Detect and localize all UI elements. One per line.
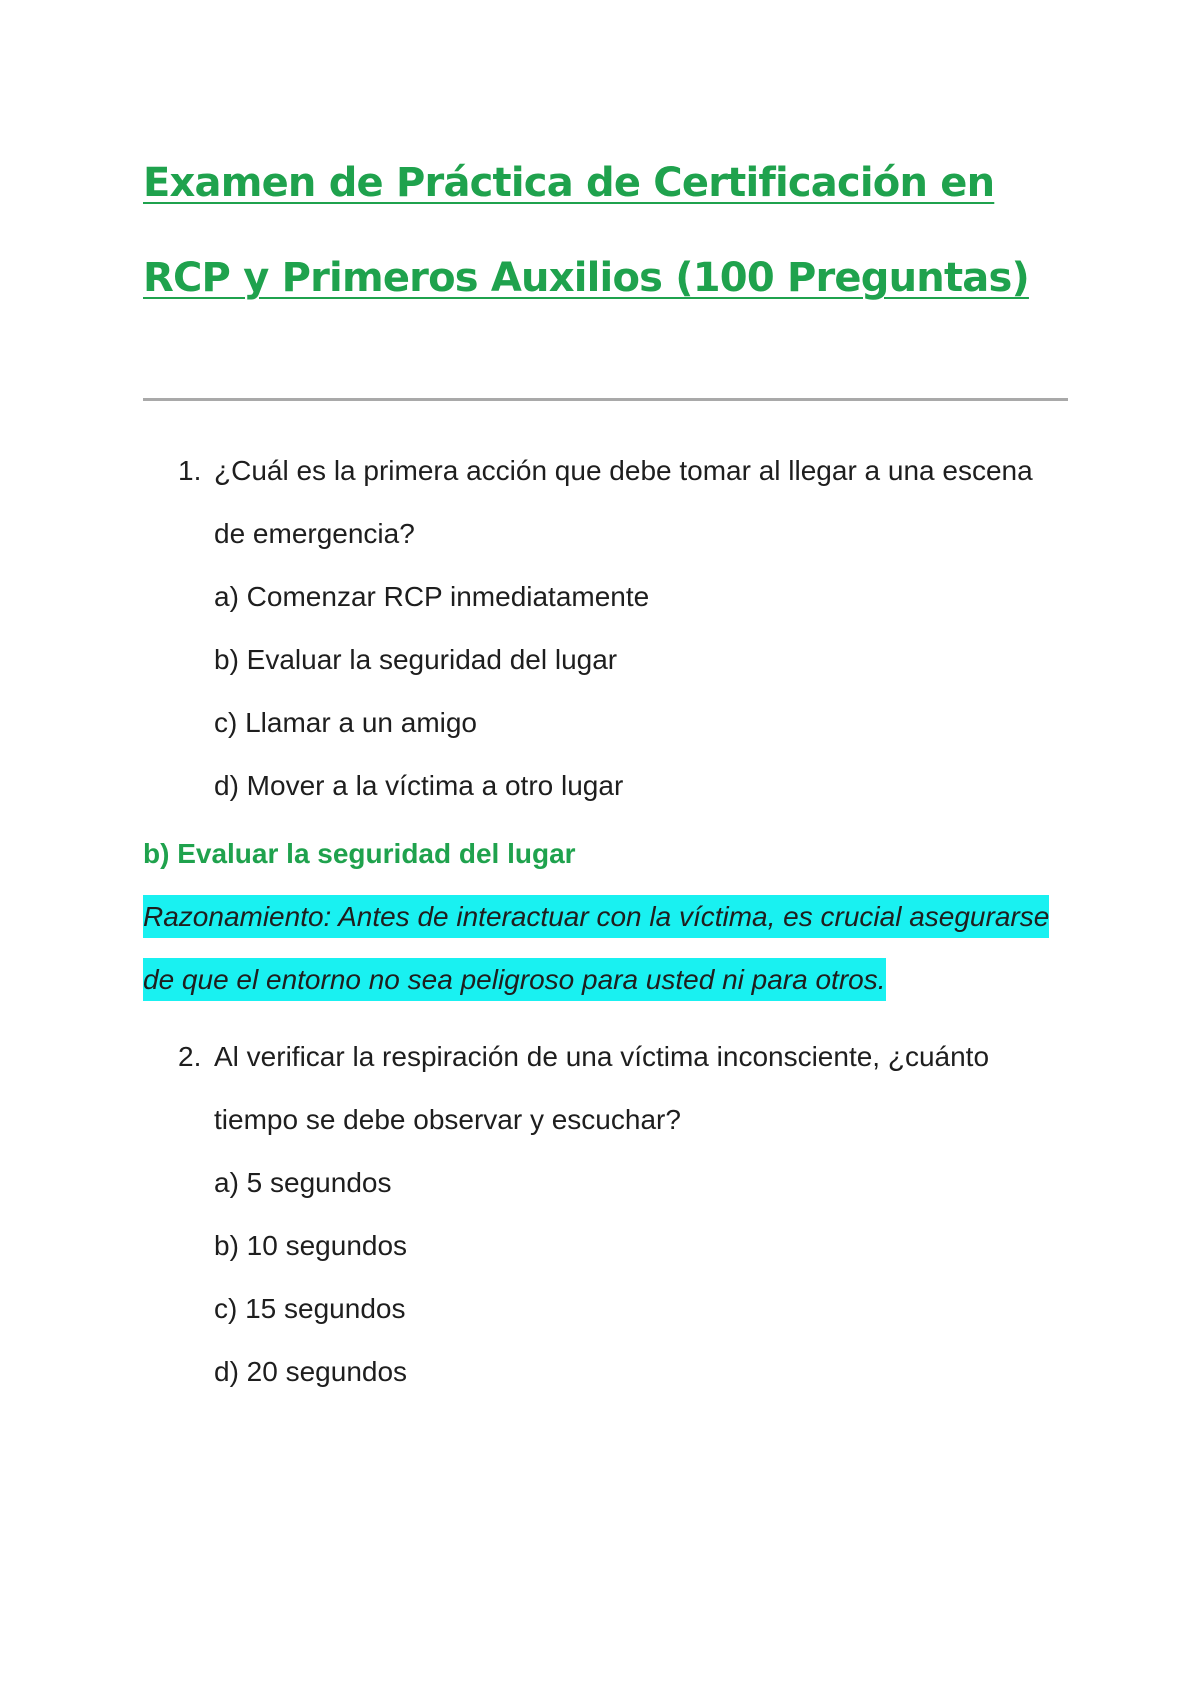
options-list	[214, 565, 1068, 817]
option-b: b) Evaluar la seguridad del lugar	[214, 644, 618, 675]
option-d: d) 20 segundos	[214, 1356, 408, 1387]
question-2	[143, 1025, 1068, 1403]
document-page	[143, 148, 1068, 1403]
option-c: c) 15 segundos	[214, 1293, 406, 1324]
option-a: a) 5 segundos	[214, 1167, 392, 1198]
options-list	[214, 1151, 1068, 1403]
option-c: c) Llamar a un amigo	[214, 707, 478, 738]
document-title	[143, 136, 1068, 326]
option-b: b) 10 segundos	[214, 1230, 408, 1261]
correct-answer: b) Evaluar la seguridad del lugar	[143, 838, 576, 869]
question-text: ¿Cuál es la primera acción que debe tomar al llegar a una escena de emergencia?	[214, 455, 1033, 549]
document-title-text: Examen de Práctica de Certificación en RCP y Primeros Auxilios (100 Preguntas)	[143, 160, 1029, 301]
question-number: 2.	[178, 1041, 202, 1072]
option-d: d) Mover a la víctima a otro lugar	[214, 770, 624, 801]
question-text: Al verificar la respiración de una víctima inconsciente, ¿cuánto tiempo se debe observar y escuchar?	[214, 1041, 990, 1135]
reasoning-block	[143, 885, 1068, 1011]
question-1	[143, 439, 1068, 817]
horizontal-divider	[143, 398, 1068, 401]
question-number: 1.	[178, 455, 202, 486]
option-a: a) Comenzar RCP inmediatamente	[214, 581, 650, 612]
reasoning-highlight: Razonamiento: Antes de interactuar con la víctima, es crucial asegurarse de que el entorno no sea peligroso para usted ni para otros.	[143, 895, 1049, 1001]
